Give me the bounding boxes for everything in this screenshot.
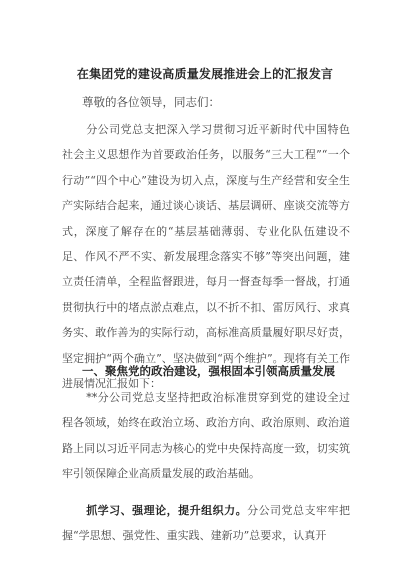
subsection-lead: 抓学习、强理论，提升组织力。	[86, 504, 248, 517]
section-paragraph: **分公司党总支坚持把政治标准贯穿到党的建设全过程各领域，始终在政治立场、政治方向、政治原则、政治道路上同以习近平同志为核心的党中央保持高度一致，切实筑牢引领保障企业高质量发展的政治基础。	[62, 391, 350, 481]
subsection-paragraph	[62, 498, 350, 549]
document-title: 在集团党的建设高质量发展推进会上的汇报发言	[76, 67, 334, 81]
intro-paragraph: 分公司党总支把深入学习贯彻习近平新时代中国特色社会主义思想作为首要政治任务，以服务“三大工程”“一个行动”“四个中心”建设为切入点，深度与生产经营和安全生产实际结合起来，通过谈心谈话、基层调研、座谈交流等方式，深度了解存在的“基层基础薄弱、专业化队伍建设不足、作风不严不实、新发展理念落实不够”等突出问题，建立责任清单，全程监督跟进，每月一督查每季一督战，打通贯彻执行中的堵点淤点难点，以不折不扣、雷厉风行、求真务实、敢作善为的实际行动，高标准高质量履好职尽好责，坚定拥护“两个确立”、坚决做到“两个维护”。现将有关工作进展情况汇报如下：	[62, 123, 350, 391]
section-heading: 一、聚焦党的政治建设，强根固本引领高质量发展	[82, 364, 335, 378]
subsection-text: 分公司党总支牢牢把握“学思想、强党性、重实践、建新功”总要求，认真开	[62, 504, 351, 543]
greeting: 尊敬的各位领导，同志们：	[82, 95, 220, 109]
